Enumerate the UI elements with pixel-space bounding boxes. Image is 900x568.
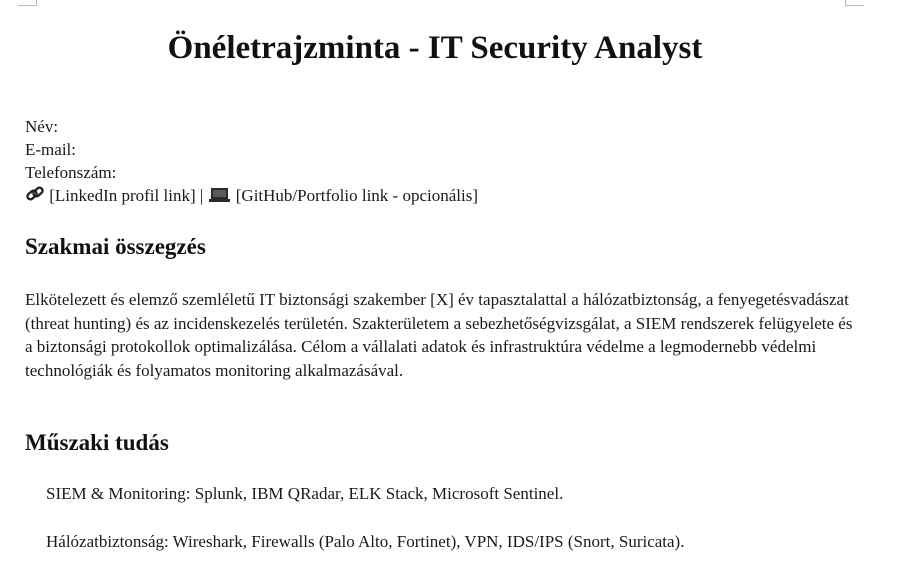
page-corner-mark-left (36, 0, 37, 6)
laptop-icon (208, 186, 232, 209)
summary-paragraph: Elkötelezett és elemző szemléletű IT biztonsági szakember [X] év tapasztalattal a hálózatbiztonság, a fenyegetésvadászat (threat hunting) és az incidenskezelés területén. Szakterületem a sebezhetőségvizsgálat, a SIEM rendszerek felügyelete és a biztonsági protokollok optimalizálása. Célom a vállalati adatok és infrastruktúra védelme a legmodernebb védelmi technológiák és folyamatos monitoring alkalmazásával. (25, 290, 853, 380)
name-label: Név: (25, 117, 59, 136)
page-corner-mark-right (845, 0, 864, 6)
document-title: Önéletrajzminta - IT Security Analyst (167, 30, 703, 67)
summary-heading: Szakmai összegzés (25, 234, 206, 259)
skill-item: Hálózatbiztonság: Wireshark, Firewalls (Palo Alto, Fortinet), VPN, IDS/IPS (Snort, Suricata). (46, 532, 685, 551)
skill-item: SIEM & Monitoring: Splunk, IBM QRadar, ELK Stack, Microsoft Sentinel. (46, 484, 564, 503)
portfolio-link-text[interactable]: [GitHub/Portfolio link - opcionális] (235, 186, 478, 205)
linkedin-link-text[interactable]: [LinkedIn profil link] | (49, 186, 208, 205)
phone-label: Telefonszám: (25, 163, 117, 182)
links-row (25, 184, 478, 209)
email-label: E-mail: (25, 140, 76, 159)
contact-block (25, 115, 478, 209)
link-icon (25, 185, 45, 209)
skills-heading: Műszaki tudás (25, 430, 169, 455)
